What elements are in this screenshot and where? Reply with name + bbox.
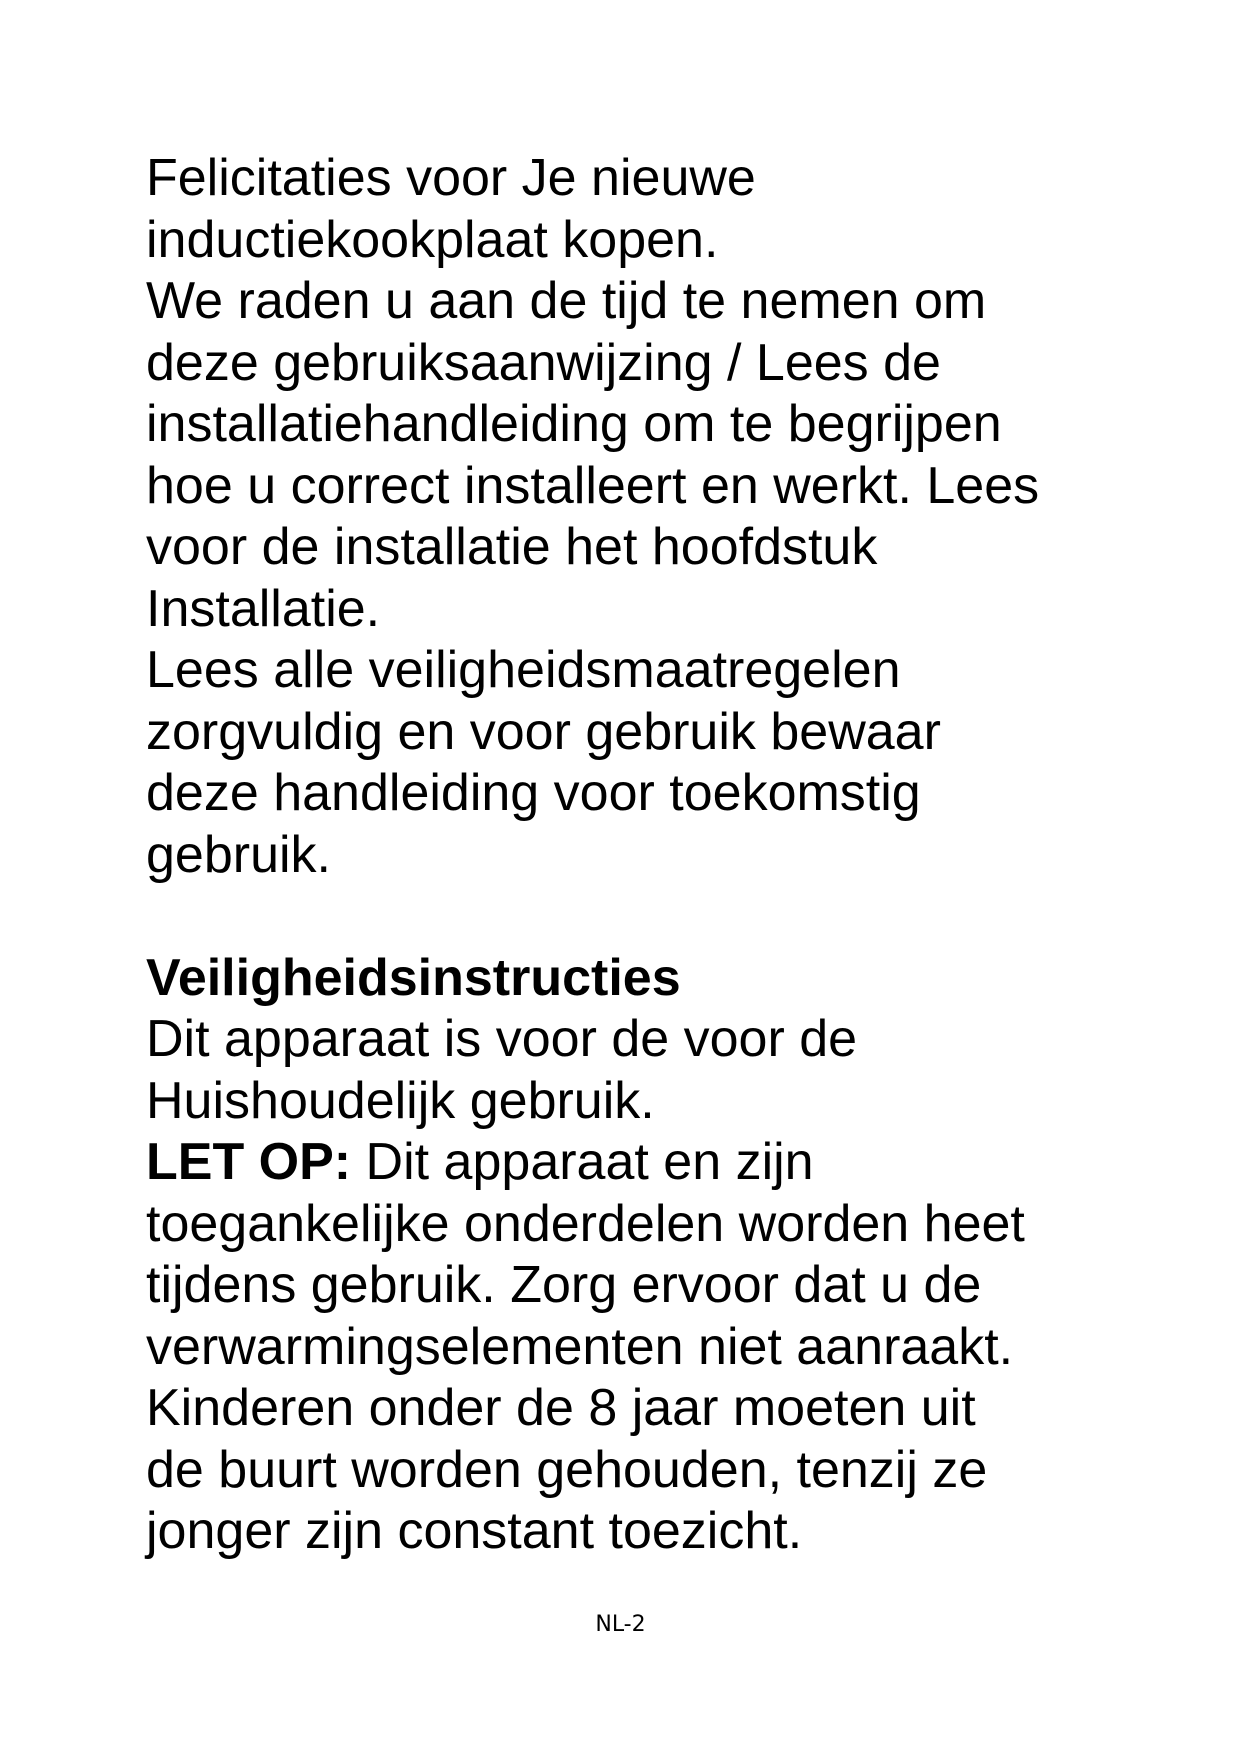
text-line: Huishoudelijk gebruik. [146, 1071, 655, 1130]
text-line: zorgvuldig en voor gebruik bewaar [146, 702, 941, 761]
text-line: tijdens gebruik. Zorg ervoor dat u de [146, 1256, 982, 1314]
text-line: voor de installatie het hoofdstuk [146, 518, 878, 576]
text-line: toegankelijke onderdelen worden heet [146, 1194, 1025, 1253]
page-content [146, 148, 1166, 1563]
warning-line [146, 1132, 1166, 1194]
page-number: NL-2 [595, 1612, 646, 1637]
warning-label: LET OP: [146, 1133, 352, 1191]
text-line: deze gebruiksaanwijzing / Lees de [146, 333, 941, 392]
text-line: jonger zijn constant toezicht. [146, 1502, 803, 1560]
text-line: inductiekookplaat kopen. [146, 210, 719, 269]
text-line: Felicitaties voor Je nieuwe [146, 149, 756, 207]
text-line: Dit apparaat is voor de voor de [146, 1010, 858, 1068]
paragraph-spacer [146, 886, 1166, 948]
text-line: Kinderen onder de 8 jaar moeten uit [146, 1379, 976, 1437]
text-line: hoe u correct installeert en werkt. Lees [146, 456, 1040, 515]
section-heading: Veiligheidsinstructies [146, 948, 681, 1007]
text-line: de buurt worden gehouden, tenzij ze [146, 1440, 988, 1499]
text-line: gebruik. [146, 825, 331, 884]
text-line: Lees alle veiligheidsmaatregelen [146, 641, 901, 699]
text-line: Installatie. [146, 579, 381, 638]
safety-section [146, 948, 1166, 1563]
warning-text: Dit apparaat en zijn [351, 1133, 814, 1191]
intro-paragraph [146, 148, 1166, 886]
text-line: We raden u aan de tijd te nemen om [146, 272, 987, 330]
text-line: installatiehandleiding om te begrijpen [146, 395, 1002, 453]
text-line: verwarmingselementen niet aanraakt. [146, 1317, 1014, 1376]
text-line: deze handleiding voor toekomstig [146, 764, 921, 822]
